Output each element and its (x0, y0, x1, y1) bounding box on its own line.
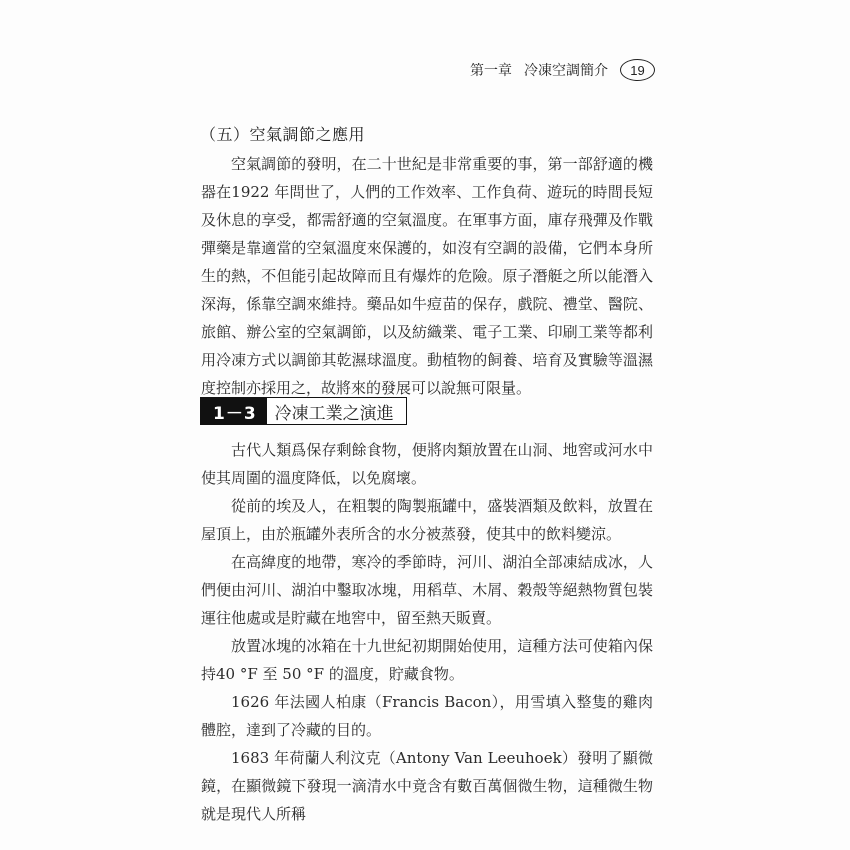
paragraph: 1683 年荷蘭人利汶克（Antony Van Leeuhoek）發明了顯微鏡，在顯微鏡下發現一滴清水中竟含有數百萬個微生物，這種微生物就是現代人所稱 (201, 749, 653, 823)
chapter-label: 第一章 (470, 63, 512, 79)
chapter-title: 冷凍空調簡介 (524, 63, 608, 79)
paragraph: 放置冰塊的冰箱在十九世紀初期開始使用，這種方法可使箱內保持40 °F 至 50 °F 的溫度，貯藏食物。 (201, 637, 653, 683)
page-number-badge: 19 (620, 59, 655, 81)
section-number: 1－3 (201, 398, 267, 424)
paragraph: 古代人類爲保存剩餘食物，便將肉類放置在山洞、地窖或河水中使其周圍的溫度降低，以免腐壞。 (201, 441, 653, 487)
paragraph: 在高緯度的地帶，寒冷的季節時，河川、湖泊全部凍結成冰，人們便由河川、湖泊中鑿取冰塊，用稻草、木屑、穀殼等絕熱物質包裝運往他處或是貯藏在地窖中，留至熱天販賣。 (201, 553, 653, 627)
subsection-body (201, 150, 653, 402)
paragraph: 空氣調節的發明，在二十世紀是非常重要的事，第一部舒適的機器在1922 年問世了，人們的工作效率、工作負荷、遊玩的時間長短及休息的享受，都需舒適的空氣溫度。在軍事方面，庫存飛彈及作戰彈藥是靠適當的空氣溫度來保護的，如沒有空調的設備，它們本身所生的熱，不但能引起故障而且有爆炸的危險。原子潛艇之所以能潛入深海，係靠空調來維持。藥品如牛痘苗的保存，戲院、禮堂、醫院、旅館、辦公室的空氣調節，以及紡織業、電子工業、印刷工業等都利用冷凍方式以調節其乾濕球溫度。動植物的飼養、培育及實驗等溫濕度控制亦採用之，故將來的發展可以說無可限量。 (201, 155, 653, 397)
section-title: 冷凍工業之演進 (267, 398, 406, 424)
paragraph: 1626 年法國人柏康（Francis Bacon），用雪填入整隻的雞肉體腔，達到了冷藏的目的。 (201, 693, 653, 739)
subsection-heading: （五）空氣調節之應用 (200, 125, 366, 144)
paragraph: 從前的埃及人，在粗製的陶製瓶罐中，盛裝酒類及飲料，放置在屋頂上，由於瓶罐外表所含的水分被蒸發，使其中的飲料變涼。 (201, 497, 653, 543)
section-heading-banner (200, 397, 407, 425)
section-body (201, 436, 653, 828)
running-header (470, 58, 655, 82)
